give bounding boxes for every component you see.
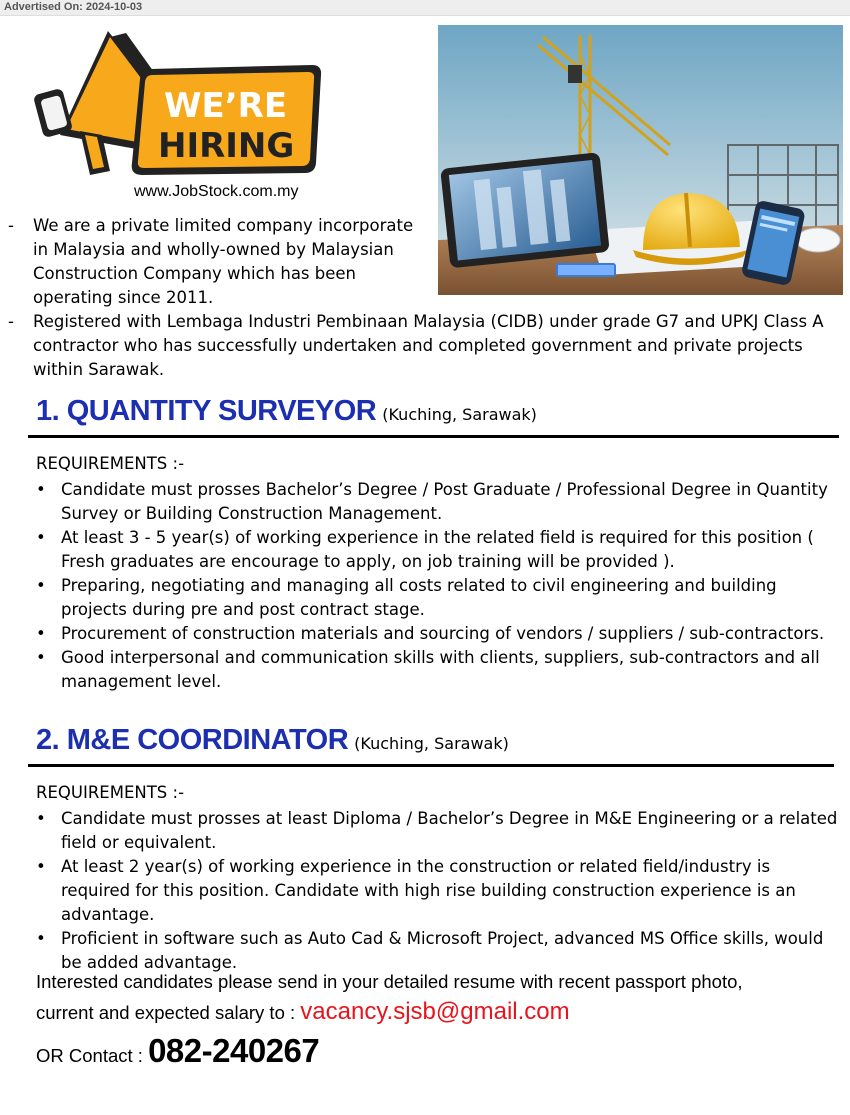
website-url: www.JobStock.com.my (134, 183, 299, 200)
list-item (36, 574, 844, 622)
list-item (36, 646, 844, 694)
list-item (36, 526, 844, 574)
requirement-text: Procurement of construction materials and sourcing of vendors / suppliers / sub-contractors. (61, 624, 825, 643)
job-1-location: (Kuching, Sarawak) (382, 405, 537, 424)
bullet-marker: • (36, 929, 46, 948)
requirement-text: At least 3 - 5 year(s) of working experience in the related field is required for this position ( Fresh graduates are encourage to apply, on job training will be provided ). (61, 528, 814, 571)
advertised-bar (0, 0, 850, 16)
advertised-date: Advertised On: 2024-10-03 (4, 1, 143, 13)
job-2-location: (Kuching, Sarawak) (354, 734, 509, 753)
intro-text-1: We are a private limited company incorporate in Malaysia and wholly-owned by Malaysian Construction Company which has been operating since 2011. (33, 216, 414, 307)
job-1-heading (36, 395, 537, 428)
bullet-marker: • (36, 809, 46, 828)
list-item (36, 927, 844, 975)
job-1-requirements-label: REQUIREMENTS :- (36, 454, 185, 473)
requirement-text: Preparing, negotiating and managing all costs related to civil engineering and building projects during pre and post contract stage. (61, 576, 777, 619)
apply-instructions-line2 (36, 998, 570, 1026)
bullet-marker: • (36, 624, 46, 643)
bullet-marker: • (36, 576, 46, 595)
requirement-text: Proficient in software such as Auto Cad & Microsoft Project, advanced MS Office skills, would be added advantage. (61, 929, 824, 972)
hiring-logo (30, 25, 330, 190)
contact-line (36, 1032, 319, 1070)
logo-line1: WE’RE (164, 86, 288, 126)
requirement-text: Candidate must prosses Bachelor’s Degree / Post Graduate / Professional Degree in Quantity Survey or Building Construction Management. (61, 480, 828, 523)
intro-paragraph (8, 310, 848, 382)
requirement-text: At least 2 year(s) of working experience in the construction or related field/industry is required for this position. Candidate with high rise building construction experience is an advantage. (61, 857, 796, 924)
dash-marker: - (8, 312, 14, 331)
contact-prefix: OR Contact : (36, 1045, 143, 1066)
job-2-title: 2. M&E COORDINATOR (36, 724, 349, 756)
list-item (36, 622, 844, 646)
job-1-title: 1. QUANTITY SURVEYOR (36, 395, 377, 427)
intro-text-2: Registered with Lembaga Industri Pembinaan Malaysia (CIDB) under grade G7 and UPKJ Class A contractor who has successfully undertaken and completed government and private projects within Sarawak. (33, 312, 824, 379)
section-divider (28, 764, 834, 767)
job-2-heading (36, 724, 509, 757)
bullet-marker: • (36, 528, 46, 547)
requirement-text: Candidate must prosses at least Diploma / Bachelor’s Degree in M&E Engineering or a related field or equivalent. (61, 809, 838, 852)
contact-email[interactable]: vacancy.sjsb@gmail.com (300, 998, 570, 1025)
apply-instructions-line1: Interested candidates please send in your detailed resume with recent passport photo, (36, 971, 743, 992)
bullet-marker: • (36, 857, 46, 876)
list-item (36, 478, 844, 526)
bullet-marker: • (36, 480, 46, 499)
bullet-marker: • (36, 648, 46, 667)
apply-prefix: current and expected salary to : (36, 1002, 296, 1023)
company-intro (8, 214, 848, 382)
list-item (36, 807, 844, 855)
requirement-text: Good interpersonal and communication skills with clients, suppliers, sub-contractors and all management level. (61, 648, 820, 691)
logo-line2: HIRING (158, 126, 295, 166)
job-1-requirements-list (36, 478, 844, 694)
intro-paragraph (8, 214, 433, 310)
list-item (36, 855, 844, 927)
dash-marker: - (8, 216, 14, 235)
section-divider (28, 435, 839, 438)
contact-phone[interactable]: 082-240267 (148, 1032, 320, 1069)
job-2-requirements-list (36, 807, 844, 975)
job-2-requirements-label: REQUIREMENTS :- (36, 783, 185, 802)
